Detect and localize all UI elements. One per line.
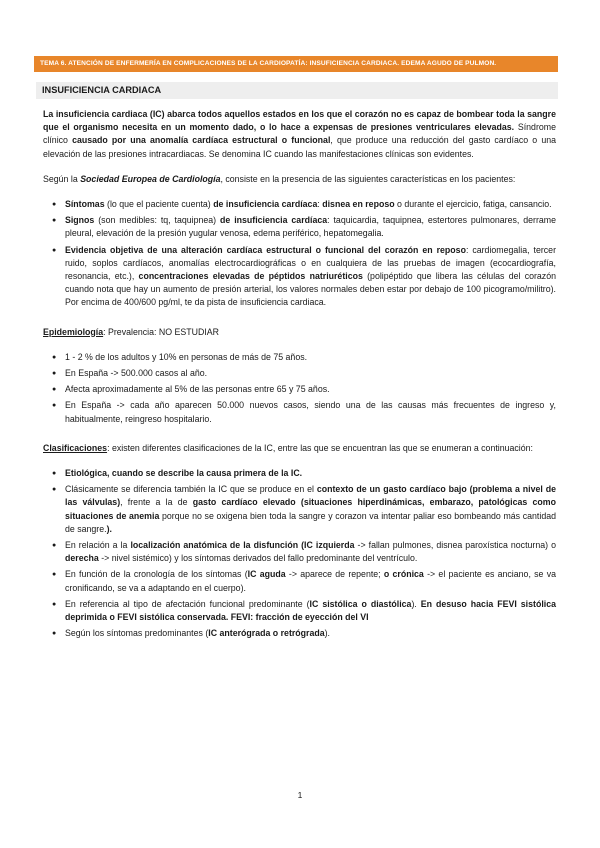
item-text: : taquicardia, taquipnea, estertores pulmonares, derrame pleural, elevación de la presión yugular venosa, edema periférico, hepatomegalia. (65, 215, 556, 239)
list-item (43, 214, 556, 240)
item-bold: En desuso hacia FEVI sistólica deprimida o FEVI sistólica conservada. FEVI: fracción de eyección del VI (65, 598, 556, 623)
item-bold: Etiológica, cuando se describe la causa primera de la IC. (65, 468, 303, 479)
epidemiology-list (43, 351, 556, 426)
item-text: -> fallan pulmones, disnea paroxística nocturna) o (354, 540, 556, 551)
intro-bold-1: La insuficiencia cardiaca (IC) abarca todos aquellos estados en los que el corazón no es capaz de bombear toda la sangre que el organismo necesita en un momento dado, o lo hace a expensas de presiones ventriculares elevadas. (43, 109, 556, 133)
document-body (43, 108, 556, 644)
intro-text-2: , que produce una reducción del gasto cardíaco o una elevación de las presiones intracardiacas. Se denomina IC cuando las manifestaciones clínicas son evidentes. (43, 135, 556, 159)
characteristics-list (43, 198, 556, 310)
item-text: En relación a la (65, 540, 131, 551)
epidemiology-note: : Prevalencia: NO ESTUDIAR (103, 326, 219, 337)
item-text: : cardiomegalia, tercer ruido, soplos cardíacos, anomalías electrocardiográficas o en cualquiera de las pruebas de imagen (ecocardiografía, resonancia, etc.), (65, 244, 556, 282)
item-bold: IC sistólica o diastólica (309, 598, 412, 609)
intro-bold-2: causado por una anomalía cardíaca estructural o funcional (72, 135, 331, 146)
classifications-intro: : existen diferentes clasificaciones de la IC, entre las que se encuentran las que se enumeran a continuación: (107, 442, 533, 453)
classifications-list (43, 467, 556, 640)
definition-text-2: , consiste en la presencia de las siguientes características en los pacientes: (220, 173, 516, 184)
chapter-banner (34, 56, 558, 72)
page-number: 1 (297, 790, 303, 800)
list-item: ● Afecta aproximadamente al 5% de las personas entre 65 y 75 años. (43, 383, 556, 396)
item-text: o durante el ejercicio, fatiga, cansancio. (394, 199, 552, 210)
item-text: (son medibles: tq, taquipnea) (94, 215, 221, 226)
section-heading-text: INSUFICIENCIA CARDIACA (42, 85, 162, 95)
list-item (43, 198, 556, 211)
item-bold: o crónica (383, 569, 424, 580)
intro-paragraph (43, 108, 556, 161)
classifications-heading (43, 442, 556, 455)
item-bold: ). (106, 523, 112, 534)
item-bold: gasto cardíaco elevado (situaciones hiperdinámicas, embarazo, patológicas como situaciones de anemia (65, 497, 557, 521)
item-text: -> el paciente es anciano, se va cronificando, se va a adaptando en el cuerpo). (65, 569, 557, 593)
list-item (43, 598, 556, 624)
item-text: En referencia al tipo de afectación funcional predominante ( (65, 598, 310, 609)
item-bold: Signos (65, 215, 95, 226)
item-text: porque no se oxigena bien toda la sangre y corazon va intentar paliar eso bombeando más cantidad de sangre. (65, 510, 556, 534)
item-bold: contexto de un gasto cardíaco bajo (problema a nivel de las válvulas) (65, 484, 556, 508)
item-text: ). (324, 628, 330, 639)
item-text: : (317, 199, 323, 210)
item-bold: derecha (65, 553, 99, 564)
list-item (43, 483, 556, 536)
definition-paragraph (43, 173, 556, 186)
list-item (43, 627, 556, 640)
item-bold: IC aguda (247, 569, 286, 580)
list-item (43, 244, 556, 310)
item-bold: IC anterógrada o retrógrada (208, 628, 325, 639)
intro-text-1: Síndrome clínico (43, 122, 556, 146)
definition-text-1: Según la (43, 173, 81, 184)
epidemiology-label: Epidemiología (43, 326, 104, 337)
list-item (43, 467, 556, 480)
list-item (43, 539, 556, 565)
item-bold: localización anatómica de la disfunción (IC izquierda (130, 540, 355, 551)
item-text: , frente a la de (120, 497, 193, 508)
list-item: ● En España -> 500.000 casos al año. (43, 367, 556, 380)
item-text: -> aparece de repente; (285, 569, 384, 580)
item-text: Clásicamente se diferencia también la IC que se produce en el (65, 484, 317, 495)
list-item: ● 1 - 2 % de los adultos y 10% en personas de más de 75 años. (43, 351, 556, 364)
item-bold: Evidencia objetiva de una alteración cardíaca estructural o funcional del corazón en reposo (65, 244, 466, 255)
list-item: ● En España -> cada año aparecen 50.000 nuevos casos, siendo una de las causas más frecuentes de ingreso y, habitualmente, reingreso hospitalario. (43, 399, 556, 425)
chapter-banner-text: TEMA 6. ATENCIÓN DE ENFERMERÍA EN COMPLICACIONES DE LA CARDIOPATÍA: INSUFICIENCIA CARDIACA. EDEMA AGUDO DE PULMON. (40, 60, 497, 67)
item-text: Según los síntomas predominantes ( (65, 628, 209, 639)
item-bold: Síntomas (65, 199, 105, 210)
item-text: (lo que el paciente cuenta) (104, 199, 214, 210)
section-heading (36, 82, 558, 99)
item-bold: disnea en reposo (322, 199, 395, 210)
classifications-label: Clasificaciones (43, 442, 108, 453)
item-text: (polipéptido que libera las células del corazón cuando nota que hay un aumento de presión arterial, los valores normales deben estar por debajo de 100 picogramo/militro). Por encima de 400/600 pg/ml, te da pista de insuficiencia cardiaca. (65, 271, 556, 308)
epidemiology-heading (43, 326, 556, 339)
item-bold: concentraciones elevadas de péptidos natriuréticos (138, 271, 363, 282)
definition-source: Sociedad Europea de Cardiología (80, 173, 221, 184)
item-bold: de insuficiencia cardíaca (213, 199, 318, 210)
list-item (43, 568, 556, 594)
item-text: -> nivel sistémico) y los síntomas derivados del fallo predominante del ventrículo. (98, 553, 418, 564)
item-text: En función de la cronología de los síntomas ( (65, 569, 248, 580)
item-bold: de insuficiencia cardíaca (220, 215, 328, 226)
item-text: ). (411, 598, 421, 609)
